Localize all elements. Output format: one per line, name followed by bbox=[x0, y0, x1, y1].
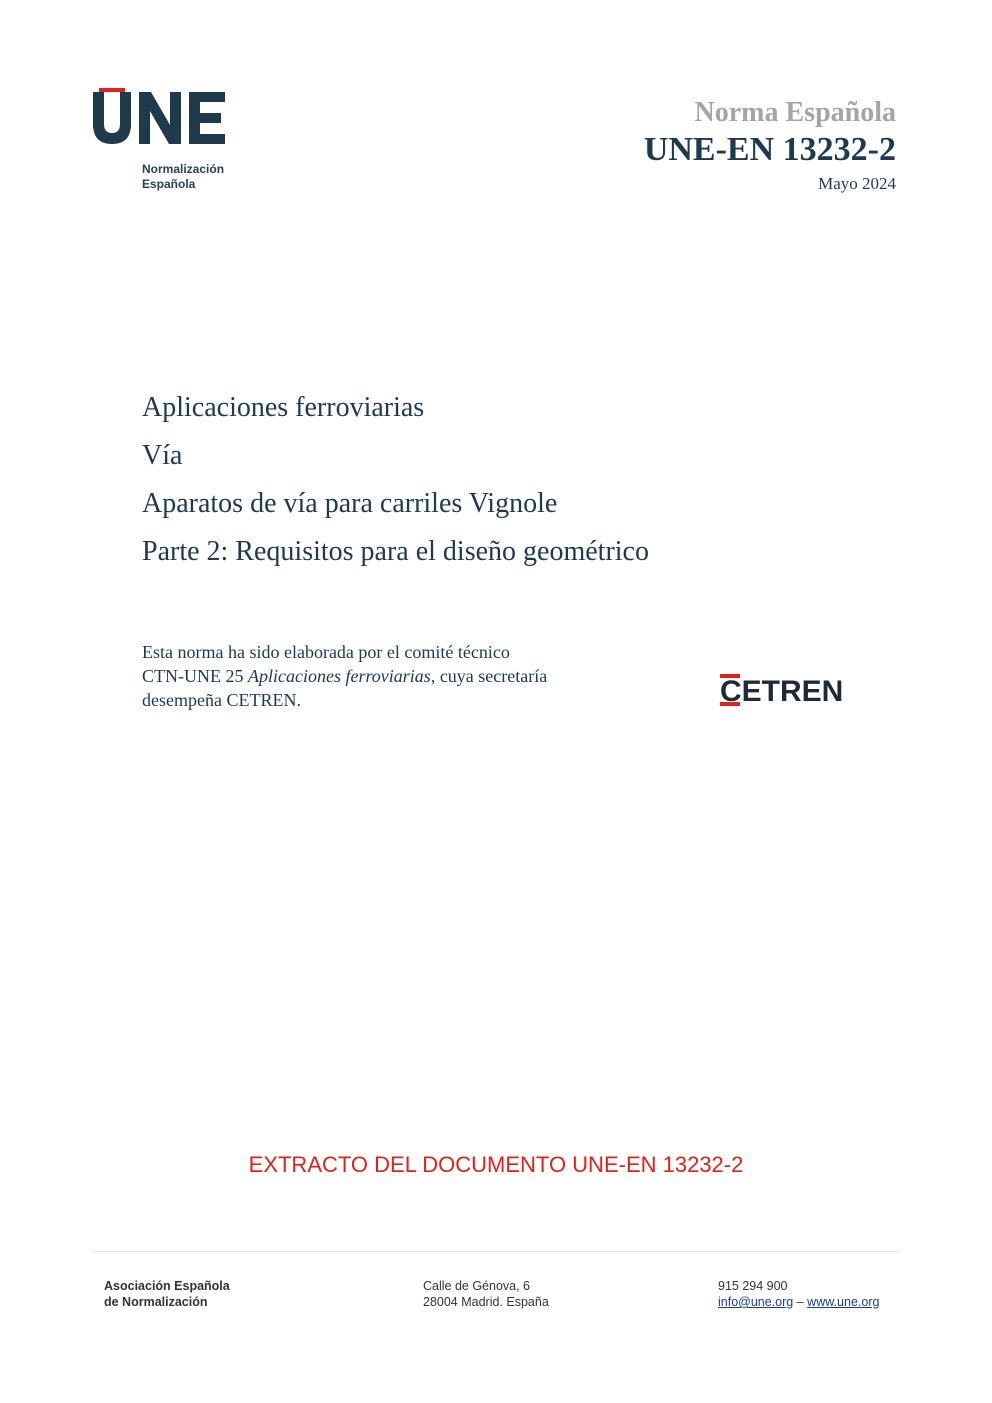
footer-address bbox=[423, 1278, 549, 1310]
footer-contact bbox=[718, 1278, 879, 1310]
title-line-4: Parte 2: Requisitos para el diseño geométrico bbox=[142, 536, 649, 567]
committee-line-1: Esta norma ha sido elaborada por el comité técnico bbox=[142, 642, 510, 662]
committee-code: CTN-UNE 25 bbox=[142, 666, 248, 686]
title-line-1: Aplicaciones ferroviarias bbox=[142, 392, 425, 423]
une-logo-subtitle-line1: Normalización bbox=[142, 162, 225, 176]
footer-divider bbox=[93, 1251, 899, 1252]
footer-address-line-1: Calle de Génova, 6 bbox=[423, 1279, 531, 1293]
title-line-2: Vía bbox=[142, 440, 183, 471]
committee-statement bbox=[142, 640, 662, 712]
footer-organization bbox=[104, 1278, 230, 1310]
footer-links bbox=[718, 1294, 879, 1310]
committee-name: Aplicaciones ferroviarias bbox=[248, 666, 431, 686]
committee-line-3: desempeña CETREN. bbox=[142, 690, 301, 710]
extract-notice: EXTRACTO DEL DOCUMENTO UNE-EN 13232-2 bbox=[248, 1152, 744, 1177]
une-logo-subtitle bbox=[142, 162, 224, 192]
cetren-logo-text: CETREN bbox=[720, 675, 844, 708]
committee-line-2-suffix: , cuya secretaría bbox=[430, 666, 548, 686]
footer-address-line-2: 28004 Madrid. España bbox=[423, 1295, 549, 1309]
committee-line-2 bbox=[142, 664, 662, 688]
footer-link-separator: – bbox=[796, 1295, 804, 1309]
footer-phone: 915 294 900 bbox=[718, 1279, 788, 1293]
norma-code: UNE-EN 13232-2 bbox=[643, 131, 896, 168]
footer-org-line-2: de Normalización bbox=[104, 1295, 208, 1309]
website-link[interactable]: www.une.org bbox=[807, 1295, 880, 1309]
norma-label: Norma Española bbox=[694, 97, 896, 128]
cetren-logo bbox=[720, 672, 865, 712]
email-link[interactable]: info@une.org bbox=[718, 1295, 794, 1309]
footer-org-line-1: Asociación Española bbox=[104, 1279, 230, 1293]
document-title bbox=[142, 384, 862, 576]
norma-header bbox=[644, 96, 896, 194]
norma-date: Mayo 2024 bbox=[818, 174, 896, 193]
title-line-3: Aparatos de vía para carriles Vignole bbox=[142, 488, 558, 519]
une-logo-subtitle-line2: Española bbox=[142, 177, 196, 191]
